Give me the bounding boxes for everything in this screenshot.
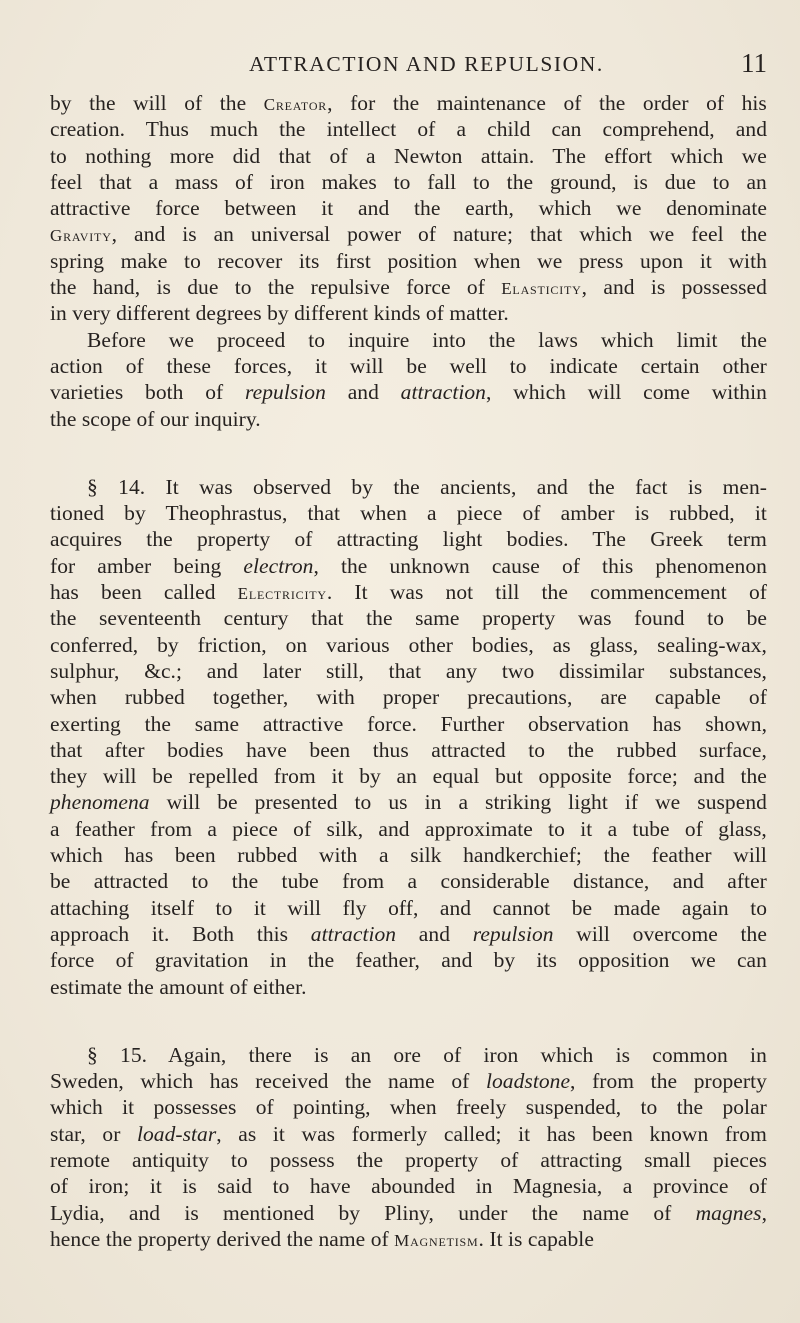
text-line: tioned by Theophrastus, that when a piece of amber is rubbed, it (50, 501, 767, 526)
text-line: action of these forces, it will be well to indicate certain other (50, 353, 767, 378)
paragraph (50, 90, 767, 327)
text-line: spring make to recover its first position when we press upon it with (50, 248, 767, 273)
text-line: the hand, is due to the repulsive force of Elasticity, and is possessed (50, 275, 767, 300)
text-line: the seventeenth century that the same property was found to be (50, 606, 767, 631)
paragraph (50, 474, 767, 1000)
text-line: force of gravitation in the feather, and by its opposition we can (50, 948, 767, 973)
text-line: § 15. Again, there is an ore of iron which is common in (87, 1042, 767, 1067)
text-line: by the will of the Creator, for the maintenance of the order of his (50, 91, 767, 115)
text-line: acquires the property of attracting light bodies. The Greek term (50, 527, 767, 552)
paragraph (50, 1042, 767, 1252)
text-line: star, or load-star, as it was formerly called; it has been known from (50, 1121, 767, 1146)
text-line: of iron; it is said to have abounded in Magnesia, a province of (50, 1174, 767, 1199)
text-line: when rubbed together, with proper precautions, are capable of (50, 685, 767, 710)
text-line: creation. Thus much the intellect of a child can comprehend, and (50, 117, 767, 142)
text-line: § 14. It was observed by the ancients, and the fact is men- (87, 474, 768, 499)
text-line: attractive force between it and the earth, which we denominate (50, 196, 768, 221)
text-line: Lydia, and is mentioned by Pliny, under the name of magnes, (50, 1200, 767, 1225)
text-line: Sweden, which has received the name of loadstone, from the property (50, 1069, 767, 1094)
text-line: which has been rubbed with a silk handkerchief; the feather will (50, 843, 767, 868)
text-line: feel that a mass of iron makes to fall to the ground, is due to an (50, 169, 767, 194)
text-line: estimate the amount of either. (50, 974, 307, 999)
page-number: 11 (741, 48, 767, 78)
section-gap (50, 432, 767, 474)
text-line: phenomena will be presented to us in a striking light if we suspend (50, 790, 767, 815)
text-line: varieties both of repulsion and attraction, which will come within (50, 380, 767, 405)
text-line: a feather from a piece of silk, and approximate to it a tube of glass, (50, 816, 767, 841)
text-line: be attracted to the tube from a considerable distance, and after (50, 869, 767, 894)
text-line: which it possesses of pointing, when freely suspended, to the polar (50, 1095, 767, 1120)
text-line: for amber being electron, the unknown cause of this phenomenon (50, 553, 767, 578)
text-line: that after bodies have been thus attracted to the rubbed surface, (50, 737, 767, 762)
text-line: approach it. Both this attraction and repulsion will overcome the (50, 921, 767, 946)
text-line: in very different degrees by different kinds of matter. (50, 301, 509, 326)
running-title: ATTRACTION AND REPULSION. (249, 52, 604, 76)
text-line: remote antiquity to possess the property of attracting small pieces (50, 1147, 767, 1172)
text-line: Gravity, and is an universal power of nature; that which we feel the (50, 222, 767, 247)
text-line: has been called Electricity. It was not till the commencement of (50, 580, 767, 605)
text-line: hence the property derived the name of Magnetism. It is capable (50, 1226, 594, 1251)
section-gap (50, 1000, 767, 1042)
text-line: attaching itself to it will fly off, and cannot be made again to (50, 895, 768, 920)
text-line: sulphur, &c.; and later still, that any two dissimilar substances, (50, 658, 767, 683)
text-line: the scope of our inquiry. (50, 406, 261, 431)
text-line: exerting the same attractive force. Further observation has shown, (50, 711, 768, 736)
running-head (78, 46, 767, 82)
text-line: conferred, by friction, on various other bodies, as glass, sealing-wax, (50, 632, 767, 657)
text-line: to nothing more did that of a Newton attain. The effort which we (50, 143, 767, 168)
body-text (50, 90, 767, 1252)
text-line: Before we proceed to inquire into the laws which limit the (87, 327, 767, 352)
paragraph (50, 327, 767, 432)
text-flow (50, 90, 767, 1252)
text-line: they will be repelled from it by an equal but opposite force; and the (50, 764, 767, 789)
